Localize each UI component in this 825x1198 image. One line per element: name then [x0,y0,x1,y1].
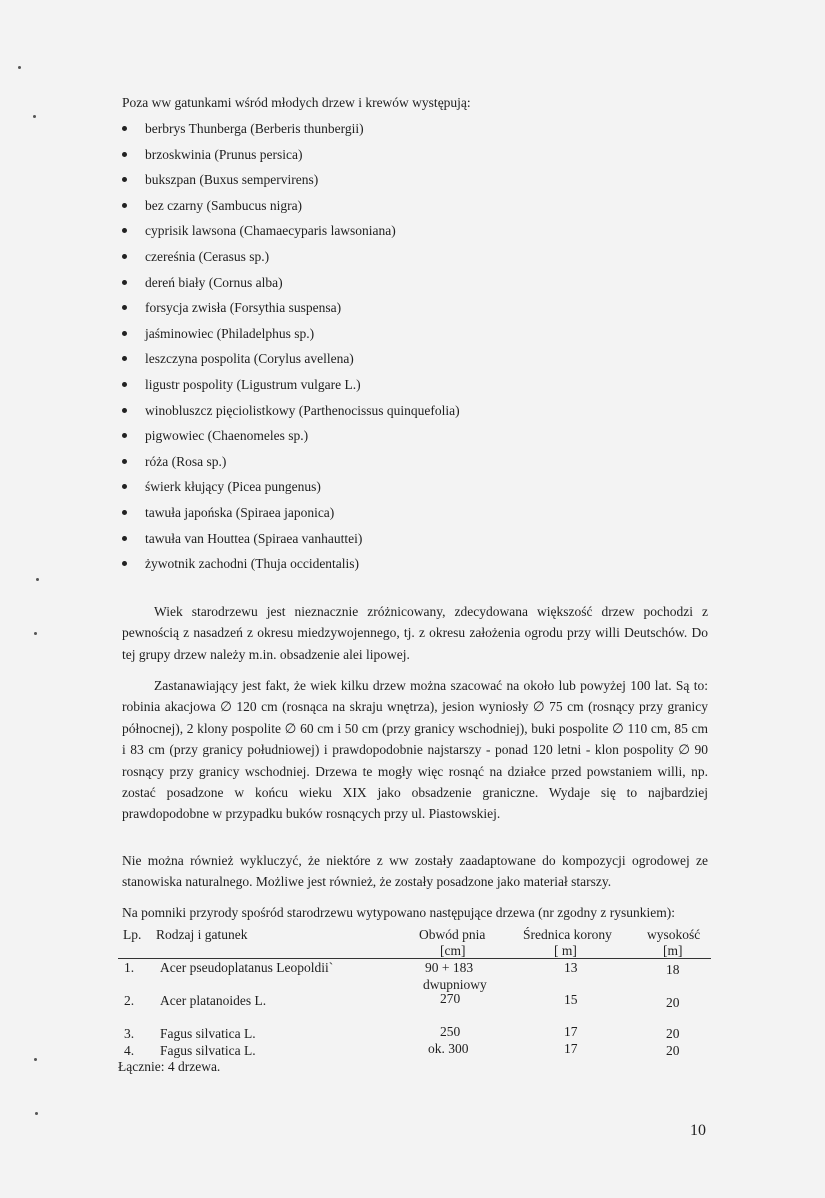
table-row-1-species: Acer pseudoplatanus Leopoldii` [160,960,334,975]
bullet-icon [122,433,127,438]
table-divider [118,958,711,959]
list-item: winobluszcz pięciolistkowy (Parthenocissus quinquefolia) [122,400,682,426]
intro-text: Poza ww gatunkami wśród młodych drzew i krewów występują: [122,95,471,110]
scan-speck [33,115,36,118]
bullet-icon [122,382,127,387]
paragraph-tree-age: Wiek starodrzewu jest nieznacznie zróżnicowany, zdecydowana większość drzew pochodzi z pewnością z nasadzeń z okresu miedzywojennego, tj. z okresu założenia ogrodu przy willi Deutschów. Do tej grupy drzew należy m.in. obsadzenie alei lipowej. [122,604,708,662]
scan-speck [35,1112,38,1115]
table-row-3-girth: 250 [440,1024,461,1039]
table-row-2-height: 20 [666,995,680,1010]
table-row-2-girth: 270 [440,991,461,1006]
table-row-2-crown: 15 [564,992,578,1007]
header-height: wysokość [647,927,701,942]
bullet-icon [122,254,127,259]
list-item: cyprisik lawsona (Chamaecyparis lawsoniana) [122,220,682,246]
paragraph-monuments-intro: Na pomniki przyrody spośród starodrzewu wytypowano następujące drzewa (nr zgodny z rysunkiem): [122,905,675,920]
table-row-3-crown: 17 [564,1024,578,1039]
page-number: 10 [690,1122,706,1139]
list-item: bukszpan (Buxus sempervirens) [122,169,682,195]
table-row-1-girth-note: dwupniowy [423,977,487,992]
list-item: świerk kłujący (Picea pungenus) [122,476,682,502]
table-row-3-height: 20 [666,1026,680,1041]
bullet-icon [122,356,127,361]
bullet-icon [122,484,127,489]
paragraph-old-trees: Zastanawiający jest fakt, że wiek kilku drzew można szacować na około lub powyżej 100 lat. Są to: robinia akacjowa ∅ 120 cm (rosnąca na skraju wnętrza), jesion wyniosły ∅ 75 cm (rosnący przy granicy północnej), 2 klony pospolite ∅ 60 cm i 50 cm (przy granicy wschodniej), buki pospolite ∅ 110 cm, 85 cm i 83 cm (przy granicy południowej) i prawdopodobnie najstarszy - ponad 120 letni - klon pospolity ∅ 90 rosnący przy granicy wschodniej. Drzewa te mogły więc rosnąć na działce przed powstaniem willi, np. zostać posadzone w końcu wieku XIX jako obsadzenie graniczne. Wydaje się to najbardziej prawdopodobne w przypadku buków rosnących przy ul. Piastowskiej. [122,678,708,822]
header-species: Rodzaj i gatunek [156,927,248,942]
list-item: pigwowiec (Chaenomeles sp.) [122,425,682,451]
bullet-icon [122,459,127,464]
table-row-3-species: Fagus silvatica L. [160,1026,256,1041]
table-row-1-height: 18 [666,962,680,977]
header-crown: Średnica korony [523,927,612,942]
scan-speck [36,578,39,581]
list-item: żywotnik zachodni (Thuja occidentalis) [122,553,682,579]
header-lp: Lp. [123,927,142,942]
list-item: jaśminowiec (Philadelphus sp.) [122,323,682,349]
list-item: róża (Rosa sp.) [122,451,682,477]
scan-speck [18,66,21,69]
table-row-2-lp: 2. [124,993,135,1008]
table-row-1-crown: 13 [564,960,578,975]
paragraph-natural-origin: Nie można również wykluczyć, że niektóre z ww zostały zaadaptowane do kompozycji ogrodowej ze stanowiska naturalnego. Możliwe jest również, że zostały posadzone jako materiał starszy. [122,853,708,890]
bullet-icon [122,331,127,336]
bullet-icon [122,280,127,285]
bullet-icon [122,228,127,233]
list-item: ligustr pospolity (Ligustrum vulgare L.) [122,374,682,400]
monuments-table [118,927,718,1082]
table-row-4-crown: 17 [564,1041,578,1056]
table-row-4-species: Fagus silvatica L. [160,1043,256,1058]
list-item: tawuła japońska (Spiraea japonica) [122,502,682,528]
header-crown-unit: [ m] [554,943,577,958]
bullet-icon [122,152,127,157]
list-item: czereśnia (Cerasus sp.) [122,246,682,272]
table-row-2-species: Acer platanoides L. [160,993,267,1008]
scan-speck [34,632,37,635]
table-row-4-height: 20 [666,1043,680,1058]
bullet-icon [122,126,127,131]
bullet-icon [122,203,127,208]
table-row-4-lp: 4. [124,1043,135,1058]
list-item: dereń biały (Cornus alba) [122,272,682,298]
table-row-4-girth: ok. 300 [428,1041,469,1056]
bullet-icon [122,510,127,515]
list-item: brzoskwinia (Prunus persica) [122,144,682,170]
list-item: berbrys Thunberga (Berberis thunbergii) [122,118,682,144]
header-height-unit: [m] [663,943,683,958]
list-item: leszczyna pospolita (Corylus avellena) [122,348,682,374]
bullet-icon [122,536,127,541]
table-row-1-girth: 90 + 183 [425,960,474,975]
list-item: forsycja zwisła (Forsythia suspensa) [122,297,682,323]
table-total: Łącznie: 4 drzewa. [118,1059,221,1074]
scan-speck [34,1058,37,1061]
table-row-1-lp: 1. [124,960,135,975]
list-item: bez czarny (Sambucus nigra) [122,195,682,221]
bullet-icon [122,408,127,413]
bullet-icon [122,561,127,566]
species-list [122,118,682,579]
bullet-icon [122,305,127,310]
header-girth: Obwód pnia [419,927,486,942]
table-row-3-lp: 3. [124,1026,135,1041]
header-girth-unit: [cm] [440,943,466,958]
bullet-icon [122,177,127,182]
list-item: tawuła van Houttea (Spiraea vanhauttei) [122,528,682,554]
